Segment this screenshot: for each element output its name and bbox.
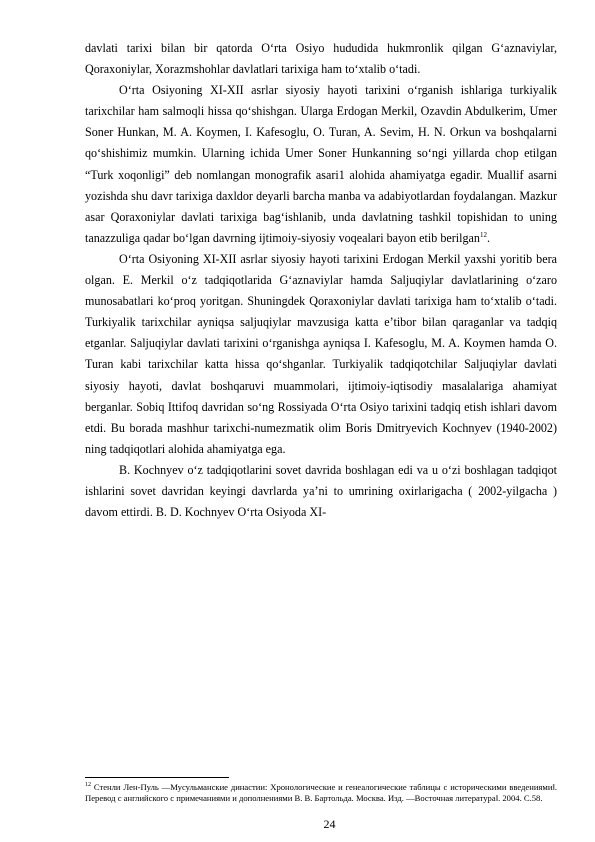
footnote (85, 782, 557, 803)
footnote-number: 12 (85, 782, 91, 789)
paragraph-1-text: davlati tarixi bilan bir qatorda O‘rta Osiyo hududida hukmronlik qilgan G‘aznaviylar, Qoraxoniylar, Xorazmshohlar davlatlari tarixiga ham to‘xtalib o‘tadi. (85, 41, 557, 77)
paragraph-3-text: O‘rta Osiyoning XI-XII asrlar siyosiy hayoti tarixini Erdogan Merkil yaxshi yoritib bera olgan. E. Merkil o‘z tadqiqotlarida G‘aznaviylar hamda Saljuqiylar davlatlarining o‘zaro munosabatlari ko‘proq yoritgan. Shuningdek Qoraxoniylar davlati tarixiga ham to‘xtalib o‘tadi. Turkiyalik tarixchilar ayniqsa saljuqiylar mavzusiga katta e’tibor bilan qaraganlar va tadqiq etganlar. Saljuqiylar davlati tarixini o‘rganishga ayniqsa I. Kafesoglu, M. A. Koymen hamda O. Turan kabi tarixchilar katta hissa qo‘shganlar. Turkiyalik tadqiqotchilar Saljuqiylar davlati siyosiy hayoti, davlat boshqaruvi muammolari, ijtimoiy-iqtisodiy masalalariga ahamiyat berganlar. Sobiq Ittifoq davridan so‘ng Rossiyada O‘rta Osiyo tarixini tadqiq etish ishlari davom etdi. Bu borada mashhur tarixchi-numezmatik olim Boris Dmitryevich Kochnyev (1940-2002) ning tadqiqotlari alohida ahamiyatga ega. (85, 251, 557, 456)
paragraph-2-trail: . (486, 230, 490, 245)
paragraph-4 (85, 460, 557, 523)
page-body (85, 38, 557, 523)
paragraph-2 (85, 80, 557, 249)
footnote-separator (85, 777, 229, 778)
footnote-text: Стенли Лен-Пуль —Мусульманские династии: Хронологические и генеалогические таблицы с историческими введениями‖. Перевод с английского с примечаниями и дополнениями В. В. Бартольда. Москва. Изд. —Восточная литература‖. 2004. С.58. (85, 782, 557, 803)
page-number: 24 (323, 817, 336, 831)
footnote-reference[interactable]: 12 (479, 230, 487, 239)
paragraph-3 (85, 249, 557, 460)
paragraph-4-text: B. Kochnyev o‘z tadqiqotlarini sovet davrida boshlagan edi va u o‘zi boshlagan tadqiqot ishlarini sovet davridan keyingi davrlarda ya’ni to umrining oxirlarigacha ( 2002-yilgacha ) davom ettirdi. B. D. Kochnyev O‘rta Osiyoda XI- (85, 462, 557, 520)
paragraph-2-text: O‘rta Osiyoning XI-XII asrlar siyosiy hayoti tarixini o‘rganish ishlariga turkiyalik tarixchilar ham salmoqli hissa qo‘shishgan. Ularga Erdogan Merkil, Ozavdin Abdulkerim, Umer Soner Hunkan, M. A. Koymen, I. Kafesoglu, O. Turan, A. Sevim, H. N. Orkun va boshqalarni qo‘shishimiz mumkin. Ularning ichida Umer Soner Hunkanning so‘ngi yillarda chop etilgan “Turk xoqonligi” deb nomlangan monografik asari1 alohida ahamiyatga egadir. Muallif asarni yozishda shu davr tarixiga daxldor deyarli barcha manba va adabiyotlardan foydalangan. Mazkur asar Qoraxoniylar davlati tarixiga bag‘ishlanib, unda davlatning tashkil topishidan to uning tanazzuliga qadar bo‘lgan davrning ijtimoiy-siyosiy voqealari bayon etib berilgan (85, 83, 557, 245)
paragraph-1 (85, 38, 557, 80)
